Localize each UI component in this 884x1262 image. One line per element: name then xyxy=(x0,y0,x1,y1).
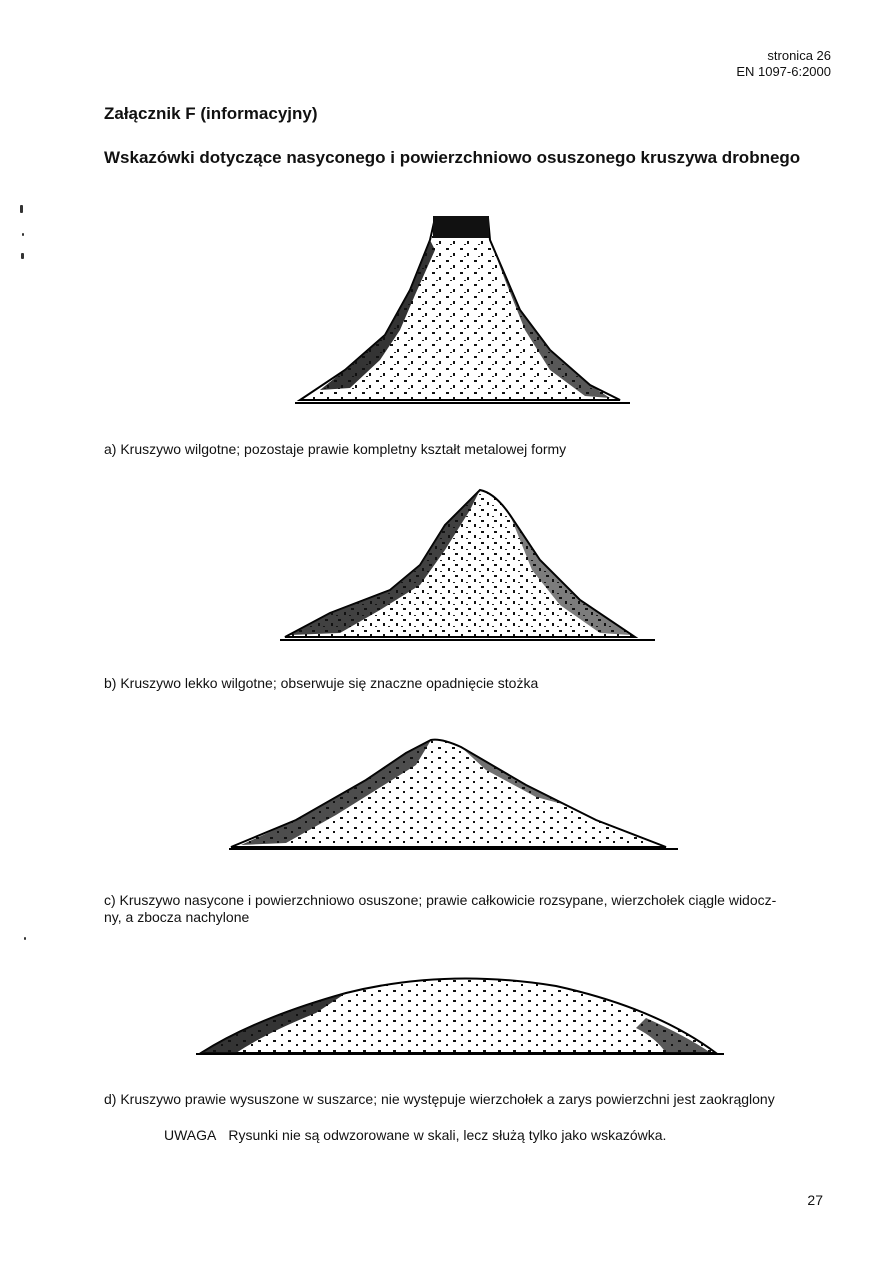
figure-a-caption: a) Kruszywo wilgotne; pozostaje prawie kompletny kształt metalowej formy xyxy=(104,441,567,457)
note xyxy=(164,1127,666,1143)
note-text: Rysunki nie są odwzorowane w skali, lecz służą tylko jako wskazówka. xyxy=(228,1127,667,1143)
scan-speck xyxy=(24,937,26,940)
standard-reference: EN 1097-6:2000 xyxy=(736,64,831,79)
page-header xyxy=(736,48,831,80)
page-label: stronica 26 xyxy=(767,48,831,63)
figure-d-caption: d) Kruszywo prawie wysuszone w suszarce; nie występuje wierzchołek a zarys powierzchni jest zaokrąglony xyxy=(104,1091,775,1107)
figure-b-caption: b) Kruszywo lekko wilgotne; obserwuje się znaczne opadnięcie stożka xyxy=(104,675,539,691)
scan-speck xyxy=(20,205,23,213)
figure-c-sand-cone xyxy=(226,735,681,853)
section-title: Wskazówki dotyczące nasyconego i powierzchniowo osuszonego kruszywa drobnego xyxy=(104,148,801,167)
scan-speck xyxy=(22,233,24,236)
figure-b-sand-cone xyxy=(270,485,660,645)
figure-d-sand-pile xyxy=(196,968,726,1058)
page-number: 27 xyxy=(807,1192,823,1208)
figure-c-caption: c) Kruszywo nasycone i powierzchniowo osuszone; prawie całkowicie rozsypane, wierzchołek ciągle widocz- ny, a zbocza nachylone xyxy=(104,892,777,925)
note-label: UWAGA xyxy=(164,1127,217,1143)
scan-speck xyxy=(21,253,24,259)
figure-a-sand-cone xyxy=(290,210,635,410)
annex-title: Załącznik F (informacyjny) xyxy=(104,104,318,123)
